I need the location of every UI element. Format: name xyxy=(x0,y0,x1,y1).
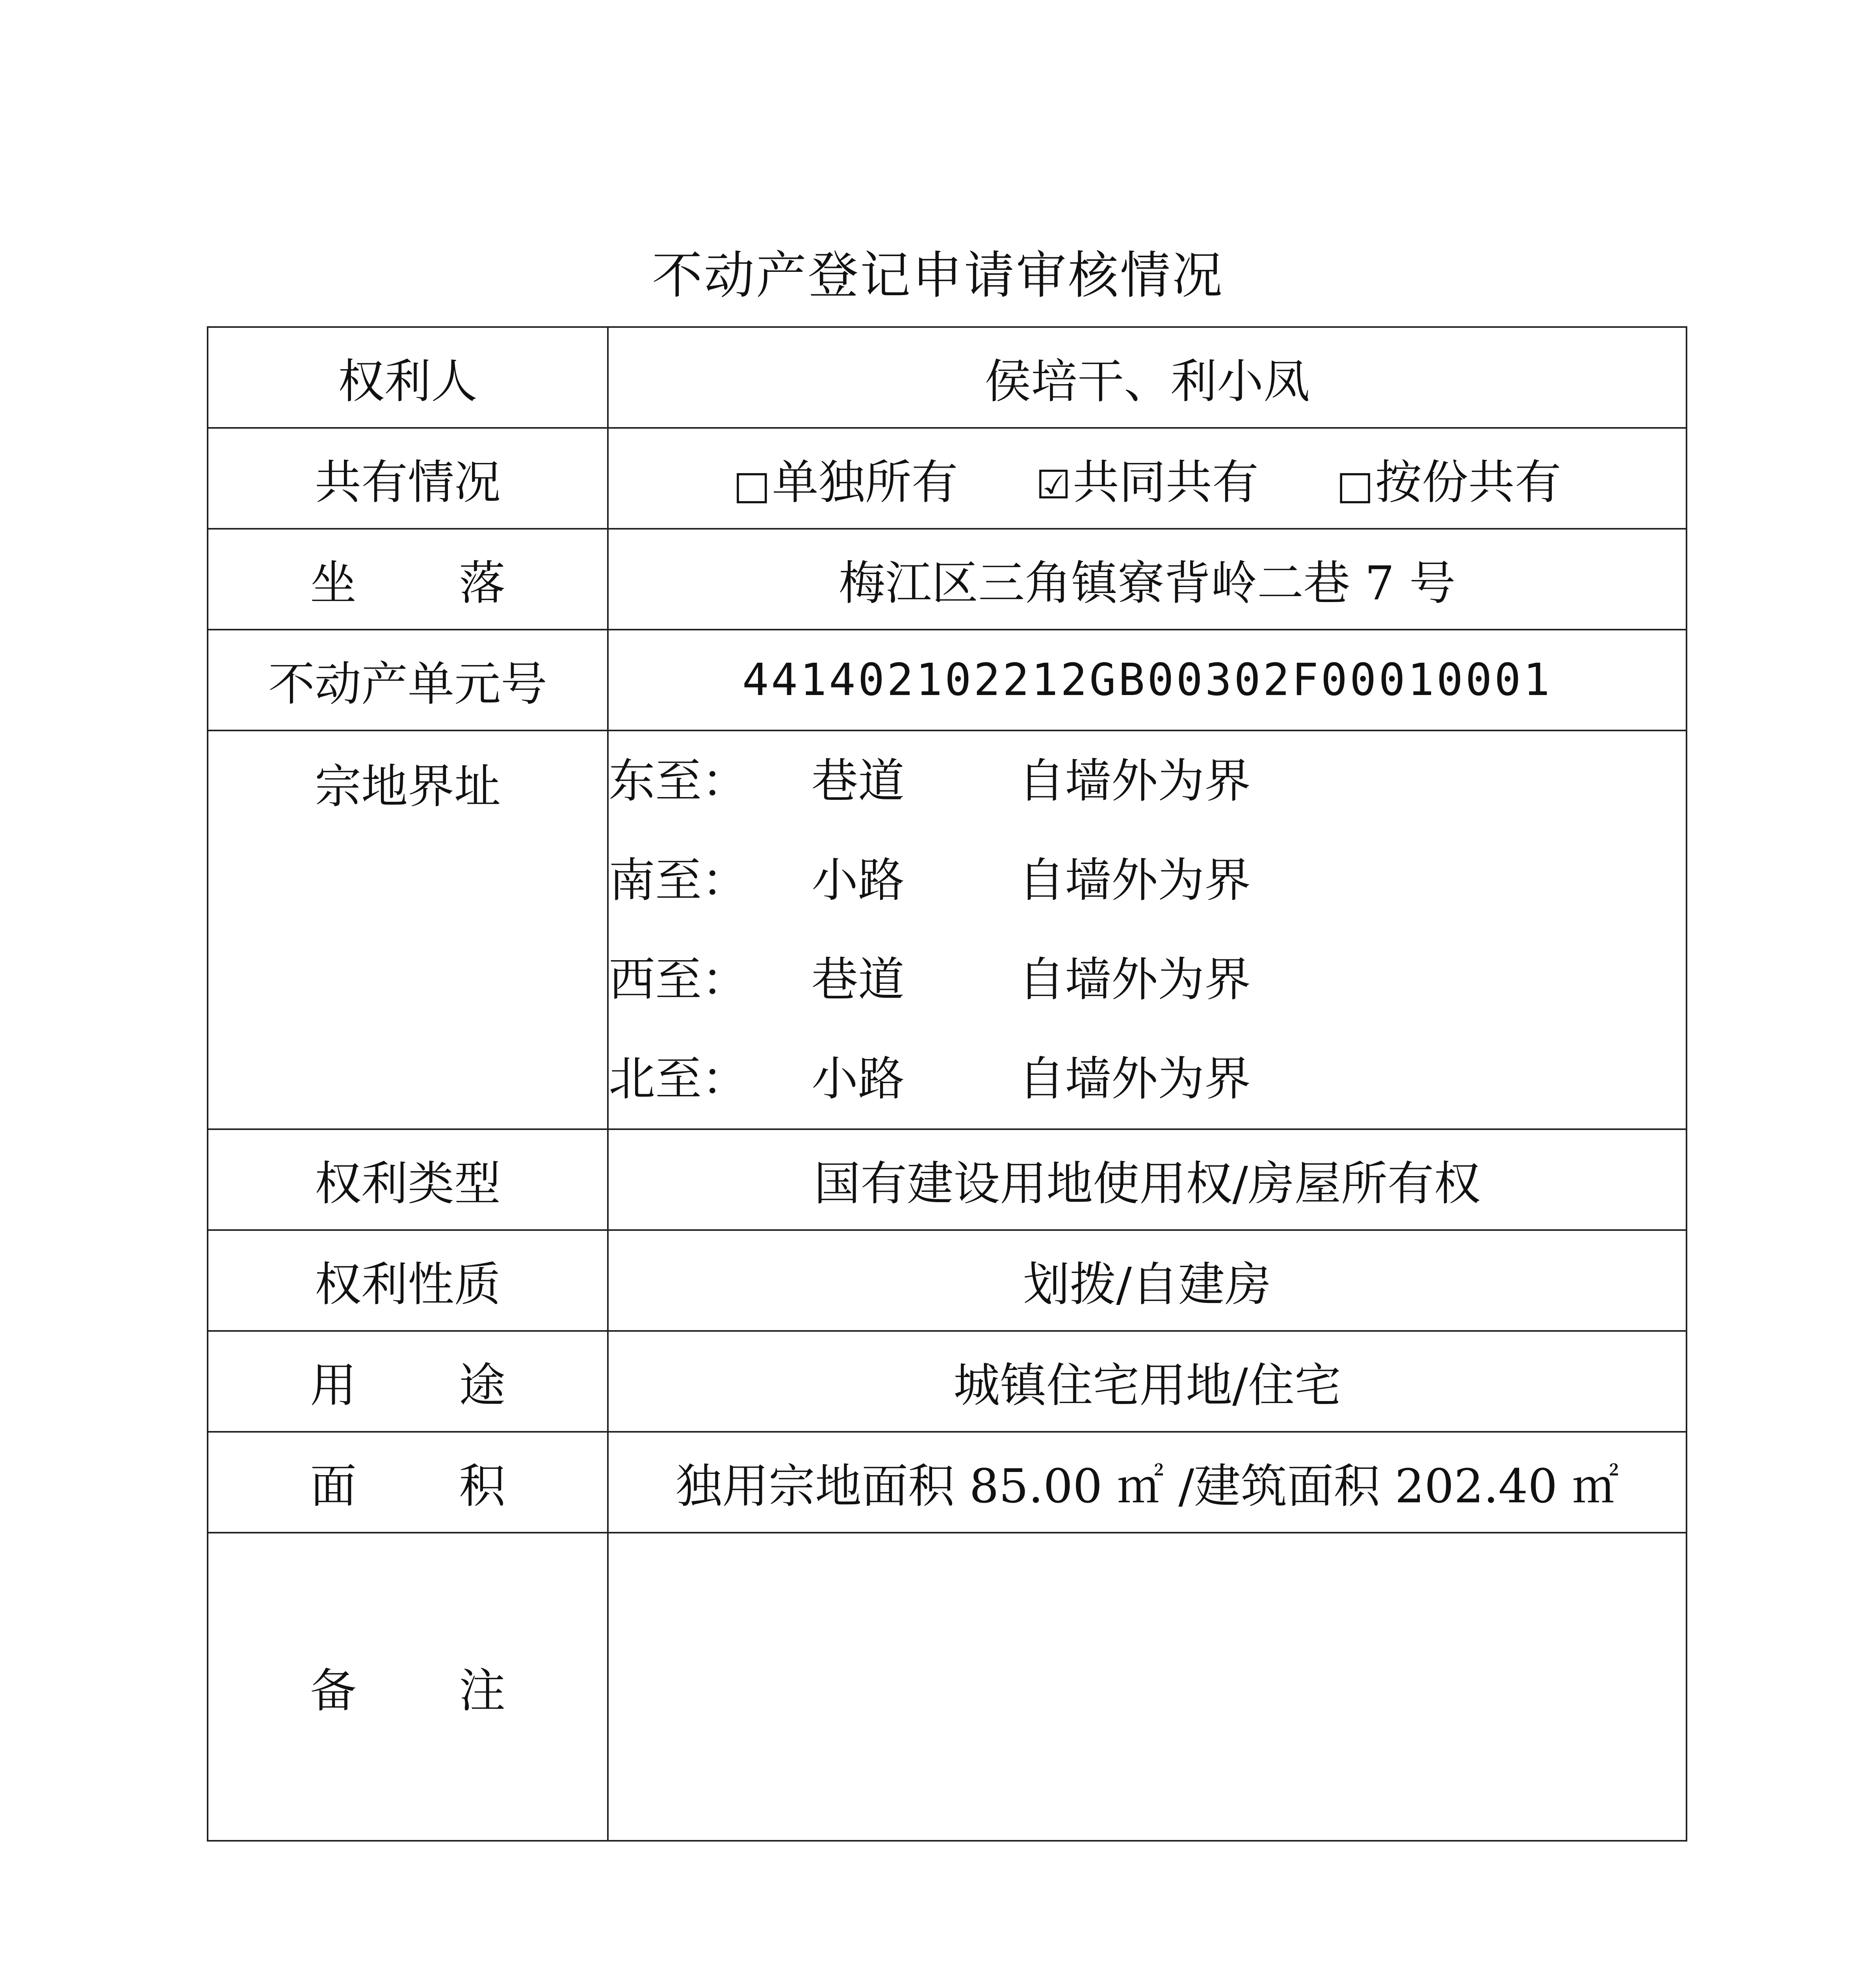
label-part: 落 xyxy=(459,556,506,610)
value-right-nature: 划拨/自建房 xyxy=(608,1230,1687,1331)
checkbox-unchecked-icon[interactable]: □ xyxy=(733,462,771,508)
row-location xyxy=(208,529,1687,630)
label-remarks xyxy=(208,1533,608,1841)
value-boundaries xyxy=(608,730,1687,1129)
label-part: 注 xyxy=(459,1663,506,1718)
boundary-rule: 自墙外为界 xyxy=(1018,1052,1251,1106)
row-right-nature xyxy=(208,1230,1687,1331)
boundary-rule: 自墙外为界 xyxy=(1018,853,1251,907)
boundary-neighbor: 小路 xyxy=(812,853,905,907)
row-unit-no xyxy=(208,630,1687,730)
value-right-holder: 侯培干、利小凤 xyxy=(608,327,1687,428)
row-area xyxy=(208,1432,1687,1533)
row-boundaries xyxy=(208,730,1687,1129)
row-usage xyxy=(208,1331,1687,1432)
label-usage xyxy=(208,1331,608,1432)
boundary-direction: 北至： xyxy=(609,1052,749,1106)
option-joint-ownership[interactable] xyxy=(1036,445,1259,512)
boundary-rule: 自墙外为界 xyxy=(1018,754,1251,808)
label-right-type: 权利类型 xyxy=(208,1129,608,1230)
label-location xyxy=(208,529,608,630)
boundary-direction: 东至： xyxy=(609,754,749,808)
boundary-direction: 西至： xyxy=(609,952,749,1007)
value-remarks xyxy=(608,1533,1687,1841)
value-location: 梅江区三角镇寮背岭二巷 7 号 xyxy=(608,529,1687,630)
label-part: 积 xyxy=(459,1459,506,1513)
label-boundaries: 宗地界址 xyxy=(208,730,608,1129)
boundary-line-north xyxy=(609,1029,1686,1128)
option-label: 单独所有 xyxy=(772,455,958,509)
value-co-ownership xyxy=(608,428,1687,529)
option-share-ownership[interactable] xyxy=(1336,445,1561,512)
label-right-nature: 权利性质 xyxy=(208,1230,608,1331)
boundary-direction: 南至： xyxy=(609,853,749,907)
boundary-line-east xyxy=(609,731,1686,831)
row-right-type xyxy=(208,1129,1687,1230)
page-title: 不动产登记申请审核情况 xyxy=(652,246,1224,305)
label-co-ownership: 共有情况 xyxy=(208,428,608,529)
label-part: 备 xyxy=(310,1663,357,1718)
value-usage: 城镇住宅用地/住宅 xyxy=(608,1331,1687,1432)
review-table xyxy=(207,326,1687,1842)
row-remarks xyxy=(208,1533,1687,1841)
label-part: 途 xyxy=(459,1358,506,1412)
option-label: 共同共有 xyxy=(1072,455,1259,509)
option-label: 按份共有 xyxy=(1375,455,1561,509)
checkbox-unchecked-icon[interactable]: □ xyxy=(1336,462,1374,508)
value-unit-no: 441402102212GB00302F00010001 xyxy=(608,630,1687,730)
label-right-holder: 权利人 xyxy=(208,327,608,428)
checkbox-checked-icon[interactable]: ☑ xyxy=(1036,462,1071,508)
boundary-line-west xyxy=(609,930,1686,1029)
label-area xyxy=(208,1432,608,1533)
value-area: 独用宗地面积 85.00 ㎡ /建筑面积 202.40 ㎡ xyxy=(608,1432,1687,1533)
label-part: 面 xyxy=(310,1459,357,1513)
boundary-neighbor: 巷道 xyxy=(812,952,905,1007)
row-co-ownership xyxy=(208,428,1687,529)
value-right-type: 国有建设用地使用权/房屋所有权 xyxy=(608,1129,1687,1230)
boundary-neighbor: 巷道 xyxy=(812,754,905,808)
label-part: 用 xyxy=(310,1358,357,1412)
label-unit-no: 不动产单元号 xyxy=(208,630,608,730)
boundary-neighbor: 小路 xyxy=(812,1052,905,1106)
option-sole-ownership[interactable] xyxy=(733,445,958,512)
row-right-holder xyxy=(208,327,1687,428)
boundary-line-south xyxy=(609,831,1686,930)
boundary-rule: 自墙外为界 xyxy=(1018,952,1251,1007)
label-part: 坐 xyxy=(310,556,357,610)
